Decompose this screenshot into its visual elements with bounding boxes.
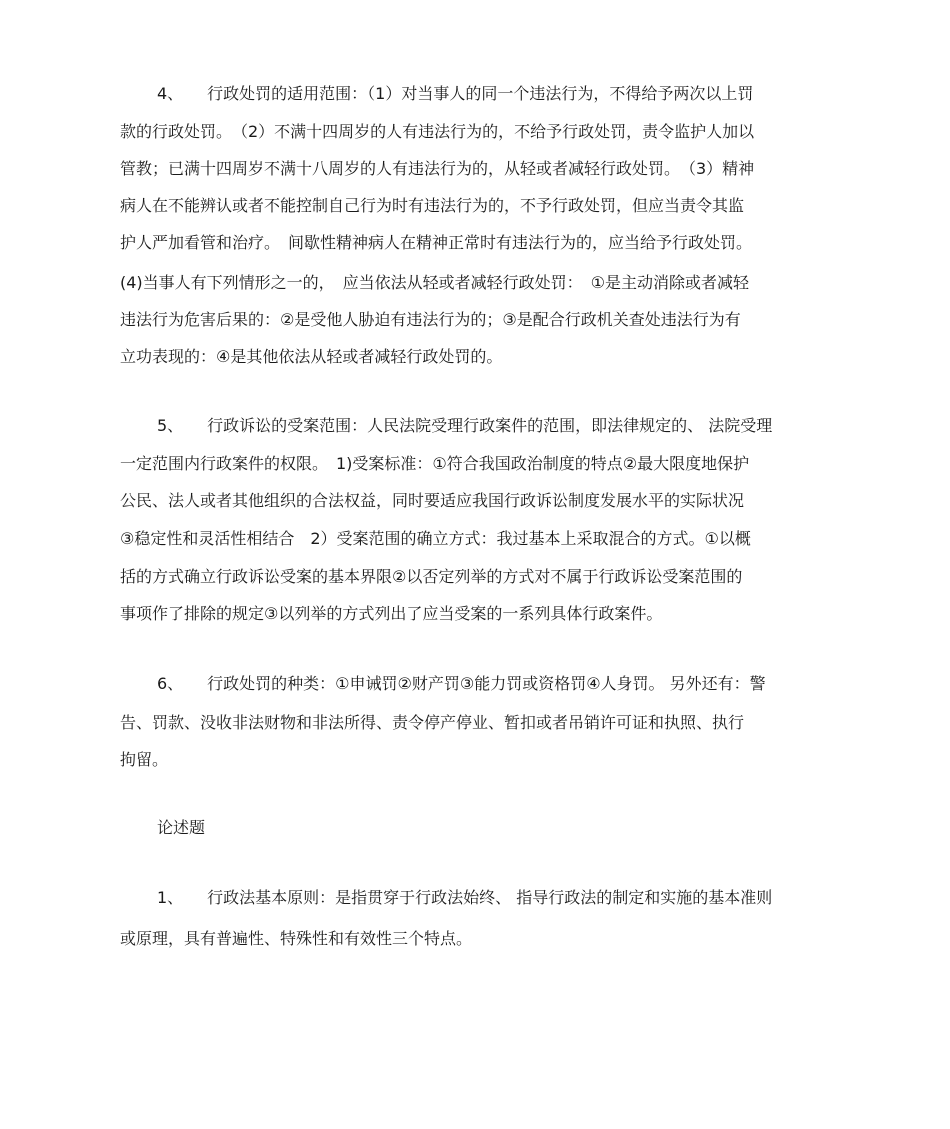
section-6-line-2: 告、罚款、没收非法财物和非法所得、责令停产停业、暂扣或者吊销许可证和执照、执行 <box>120 713 745 732</box>
section-4-line-6: (4)当事人有下列情形之一的， 应当依法从轻或者减轻行政处罚： ①是主动消除或者减轻 <box>120 273 750 292</box>
essay-1-line-2: 或原理，具有普遍性、特殊性和有效性三个特点。 <box>120 929 473 948</box>
section-4-line-2: 款的行政处罚。 （2）不满十四周岁的人有违法行为的，不给予行政处罚，责令监护人加以 <box>120 122 755 141</box>
section-5-line-2: 一定范围内行政案件的权限。 1)受案标准：①符合我国政治制度的特点②最大限度地保护 <box>120 454 750 473</box>
section-4-line-1: 4、 行政处罚的适用范围：（1）对当事人的同一个违法行为，不得给予两次以上罚 <box>157 84 754 103</box>
section-4-line-7: 违法行为危害后果的：②是受他人胁迫有违法行为的；③是配合行政机关查处违法行为有 <box>120 310 741 329</box>
section-5-line-6: 事项作了排除的规定③以列举的方式列出了应当受案的一系列具体行政案件。 <box>120 604 663 623</box>
essay-heading: 论述题 <box>157 818 206 837</box>
section-5-line-5: 括的方式确立行政诉讼受案的基本界限②以否定列举的方式对不属于行政诉讼受案范围的 <box>120 567 743 586</box>
section-6-line-1: 6、 行政处罚的种类：①申诫罚②财产罚③能力罚或资格罚④人身罚。 另外还有：警 <box>157 674 766 693</box>
section-6-line-3: 拘留。 <box>120 750 169 769</box>
section-4-line-4: 病人在不能辨认或者不能控制自己行为时有违法行为的，不予行政处罚，但应当责令其监 <box>120 196 745 215</box>
essay-1-line-1: 1、 行政法基本原则：是指贯穿于行政法始终、 指导行政法的制定和实施的基本准则 <box>157 888 773 907</box>
section-4-line-5: 护人严加看管和治疗。 间歇性精神病人在精神正常时有违法行为的，应当给予行政处罚。 <box>120 233 753 252</box>
section-5-line-1: 5、 行政诉讼的受案范围：人民法院受理行政案件的范围，即法律规定的、 法院受理 <box>157 416 773 435</box>
section-5-line-4: ③稳定性和灵活性相结合 2）受案范围的确立方式：我过基本上采取混合的方式。①以概 <box>120 529 751 548</box>
section-5-line-3: 公民、法人或者其他组织的合法权益，同时要适应我国行政诉讼制度发展水平的实际状况 <box>120 491 745 510</box>
section-4-line-3: 管教；已满十四周岁不满十八周岁的人有违法行为的，从轻或者减轻行政处罚。 （3）精神 <box>120 159 755 178</box>
section-4-line-8: 立功表现的：④是其他依法从轻或者减轻行政处罚的。 <box>120 347 503 366</box>
